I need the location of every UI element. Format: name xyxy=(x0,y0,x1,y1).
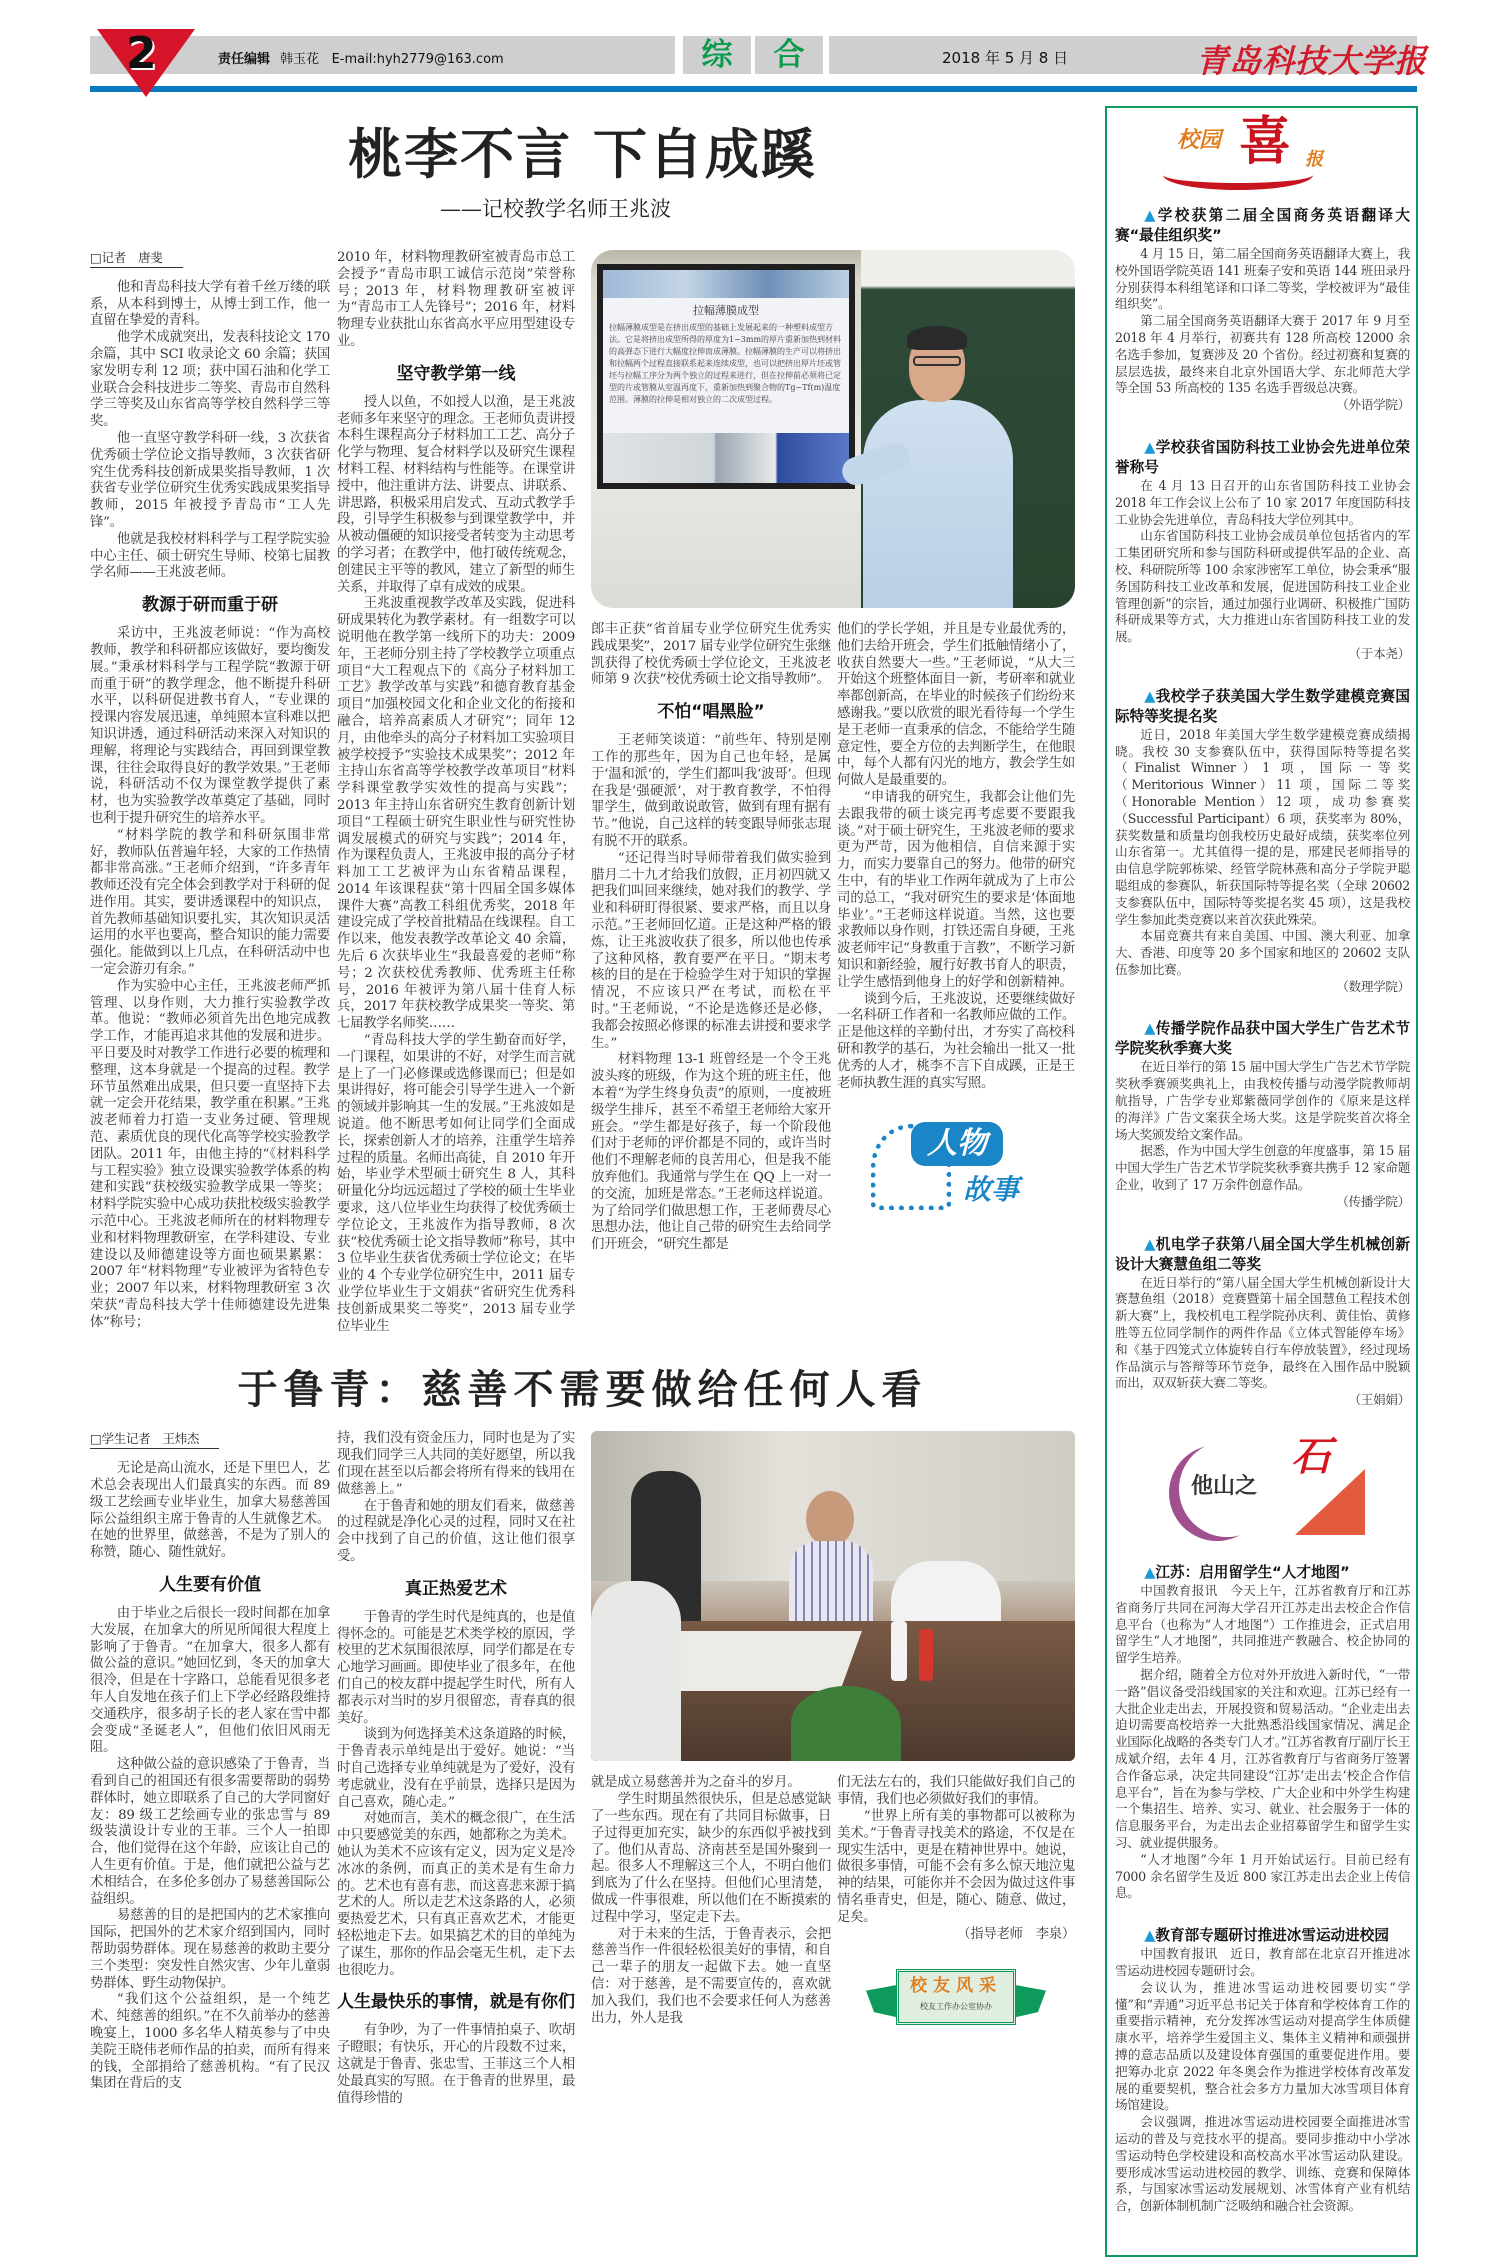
paragraph: 采访中，王兆波老师说：“作为高校教师，教学和科研都应该做好，要均衡发展。”秉承材料科学与工程学院“教源于研而重于研”的教学理念，他不断提升科研水平，以科研促进教书育人，“专业课的授课内容发展迅速，单纯照本宣科难以把知识讲透，通过科研活动来深入对知识的理解，将理论与实践结合，再回到课堂教课，往往会取得良好的教学效果。”王老师说，科研活动不仅为课堂教学提供了素材，也为实验教学改革奠定了基础，同时也利于提升研究生的培养水平。 xyxy=(90,626,330,826)
news-item xyxy=(1115,1926,1410,2215)
logo-text: 报 xyxy=(1305,149,1323,170)
paragraph: 会议强调，推进冰雪运动进校园要全面推进冰雪运动的普及与竞技水平的提高。要同步推动中小学冰雪运动特色学校建设和高校高水平冰雪运动队建设。要形成冰雪运动进校园的教学、训练、竞赛和保障体系，与国家冰雪运动发展规划、冰雪体育产业有机结合，创新体制机制广泛吸纳和融合社会资源。 xyxy=(1115,2114,1410,2214)
article-title: 于鲁青：慈善不需要做给任何人看 xyxy=(237,1366,928,1414)
paragraph: 材料物理 13-1 班曾经是一个令王兆波头疼的班级，作为这个班的班主任，他本着“为学生终身负责”的原则，一度被班级学生排斥，甚至不希望王老师给大家开班会。“学生都是好孩子，每一个阶段他们对于老师的评价都是不同的，或许当时他们不理解老师的良苦用心，但是我不能放弃他们。我通常与学生在 QQ 上一对一的交流，加班是常态。”王老师这样说道。为了给同学们做思想工作，王老师费尽心思想办法，他让自己带的研究生去给同学们开班会，“研究生都是 xyxy=(591,1052,831,1253)
section-char: 合 xyxy=(755,36,823,74)
paragraph: 学生时期虽然很快乐，但是总感觉缺了一些东西。现在有了共同目标做事，日子过得更加充实，缺少的东西似乎被找到了。他们从青岛、济南甚至是国外聚到一起。很多人不理解这三个人，不明白他们到底为了什么在坚持。但他们心里清楚，做成一件事很难，所以他们在不断摸索的过程中学习，坚定走下去。 xyxy=(591,1792,831,1925)
news-source: （传播学院） xyxy=(1336,1193,1410,1209)
paragraph: 在近日举行的第 15 届中国大学生广告艺术节学院奖秋季赛颁奖典礼上，由我校传播与动漫学院教师胡航指导，广告学专业郑紫薇同学创作的《原来是这样的海洋》广告文案获全场大奖。这是学院奖首次将全场大奖颁发给文案作品。 xyxy=(1115,1059,1410,1142)
advisor-credit: （指导老师 李泉） xyxy=(957,1926,1075,1942)
paragraph: 第二届全国商务英语翻译大赛于 2017 年 9 月至 2018 年 4 月举行，初赛共有 128 所高校 12000 余名选手参加，复赛涉及 20 个省份。经过初赛和复赛的层层选拔，最终来自北京外国语大学、东北师范大学等全国 53 所高校的 135 名选手晋级总决赛。 xyxy=(1115,313,1410,396)
paragraph: “青岛科技大学的学生勤奋而好学，一门课程，如果讲的不好，对学生而言就是上了一门必修课或选修课而已；但是如果讲得好，将可能会引导学生进入一个新的领域并影响其一生的发展。”王兆波如是说道。他不断思考如何让同学们全面成长，探索创新人才的培养，注重学生培养过程的质量。名师出高徒，自 2010 年开始，毕业学术型硕士研究生 8 人，其科研量化分均远远超过了学校的硕士生毕业要求，这八位毕业生均获得了校优秀硕士学位论文，王兆波作为指导教师，8 次获“校优秀硕士论文指导教师”称号，其中 3 位毕业生获省优秀硕士学位论文；在毕业的 4 个专业学位研究生中，2011 届专业学位毕业生于文娟获“省研究生优秀科技创新成果奖二等奖”，2013 届专业学位毕业生 xyxy=(337,1033,575,1334)
triangle-icon: ▲ xyxy=(1144,1235,1156,1253)
triangle-icon: ▲ xyxy=(1144,687,1156,705)
paragraph: 山东省国防科技工业协会成员单位包括省内的军工集团研究所和参与国防科研或提供军品的企业、高校、科研院所等 100 余家涉密军工单位，协会秉承“服务国防科技工业改革和发展，促进国防科技工业企业管理创新”的宗旨，通过加强行业调研、积极推广国防科研成果等方式，大力推进山东省国防科技工业的发展。 xyxy=(1115,528,1410,645)
article-column xyxy=(591,1775,831,2027)
byline-row xyxy=(90,250,330,280)
page-number: 2 xyxy=(126,28,157,79)
paragraph: 郎丰正获“省首届专业学位研究生优秀实践成果奖”，2017 届专业学位研究生张继凯获得了校优秀硕士学位论文，王兆波老师第 9 次获“校优秀硕士论文指导教师”。 xyxy=(591,622,831,688)
news-item xyxy=(1115,438,1410,663)
triangle-icon: ▲ xyxy=(1144,1927,1156,1945)
news-source: （于本尧） xyxy=(1348,645,1410,661)
teacher-hair xyxy=(907,326,967,350)
editor-email: E-mail:hyh2779@163.com xyxy=(331,52,504,67)
news-title xyxy=(1115,438,1410,478)
paragraph: 持，我们没有资金压力，同时也是为了实现我们同学三人共同的美好愿望，所以我们现在甚至以后都会将所有得来的钱用在做慈善上。” xyxy=(337,1431,575,1497)
teacher-figure xyxy=(863,400,1013,608)
paragraph: 谈到为何选择美术这条道路的时候，于鲁青表示单纯是出于爱好。她说：“当时自己选择专业单纯就是为了爱好，没有考虑就业，没有在乎前景，选择只是因为自己喜欢，随心走。” xyxy=(337,1727,575,1810)
paragraph: 王兆波重视教学改革及实践，促进科研成果转化为教学素材。有一组数字可以说明他在教学第一线所下的功夫：2009 年，王老师分别主持了学校教学立项重点项目“大工程观点下的《高分子材料加工工艺》教学改革与实践”和德育教育基金项目“加强校园文化和企业文化的衔接和融合，培养高素质人才研究”；同年 12 月，由他牵头的高分子材料加工实验项目被学校授予“实验技术成果奖”；2012 年主持山东省高等学校教学改革项目“材料学科课堂教学实效性的提高与实践”；2013 年主持山东省研究生教育创新计划项目“工程硕士研究生职业性与研究性协调发展模式的研究与实践”；2014 年，作为课程负责人，王兆波申报的高分子材料加工工艺被评为山东省精品课程，2014 年该课程获“第十四届全国多媒体课件大赛”高教工科组优秀奖，2018 年建设完成了学校首批精品在线课程。自工作以来，他发表教学改革论文 40 余篇，先后 6 次获毕业生“我最喜爱的老师”称号；2 次获校优秀教师、优秀班主任称号，2016 年被评为第八届十佳育人标兵，2017 年获校教学成果奖一等奖、第七届教学名师奖…… xyxy=(337,596,575,1032)
article-column xyxy=(337,1431,575,2107)
paragraph: 他学术成就突出，发表科技论文 170 余篇，其中 SCI 收录论文 60 余篇；获国家发明专利 12 项；获中国石油和化学工业联合会科技进步二等奖、青岛市自然科学三等奖及山东省高等学校自然科学三等奖。 xyxy=(90,330,330,430)
paragraph: 据介绍，随着全方位对外开放进入新时代，“一带一路”倡议备受沿线国家的关注和欢迎。江苏已经有一大批企业走出去，开展投资和贸易活动。“企业走出去迫切需要高校培养一大批熟悉沿线国家情况、满足企业国际化战略的各类专门人才。”江苏省教育厅副厅长王成斌介绍，去年 4 月，江苏省教育厅与省商务厅签署合作备忘录，决定共同建设“江苏‘走出去’校企合作信息平台”，旨在为参与学校、广大企业和中外学生构建一个集招生、培养、实习、就业、社会服务于一体的信息服务平台，为走出去企业招募留学生和留学生实习、就业提供服务。 xyxy=(1115,1667,1410,1850)
paragraph: 在 4 月 13 日召开的山东省国防科技工业协会 2018 年工作会议上公布了 10 家 2017 年度国防科技工业协会先进单位，青岛科技大学位列其中。 xyxy=(1115,477,1410,527)
article-right-area xyxy=(591,250,1075,1254)
section-char: 综 xyxy=(683,36,751,74)
alumni-column-logo xyxy=(866,1965,1046,2027)
article-column xyxy=(837,622,1075,1092)
logo-text: 喜 xyxy=(1239,111,1292,172)
paragraph: 王老师笑谈道：“前些年、特别是刚工作的那些年，因为自己也年轻，是属于‘温和派’的，学生们都叫我‘波哥’。但现在我是‘强硬派’，对于教育教学，不怕得罪学生，做到敢说敢管，做到有理有据有节。”他说，自己这样的转变跟导师张志琨有脱不开的联系。 xyxy=(591,733,831,849)
editor-name: 韩玉花 xyxy=(280,52,320,67)
byline-row xyxy=(90,1431,330,1461)
paragraph: 作为实验中心主任，王兆波老师严抓管理、以身作则，大力推行实验教学改革。他说：“教师必须首先出色地完成教学工作，才能再追求其他的发展和进步。平日要及时对教学工作进行必要的梳理和整理，这本身就是一个提高的过程。教学环节虽然难出成果，但只要一直坚持下去就一定会开花结果，教学重在积累。”王兆波老师着力打造一支业务过硬、管理规范、素质优良的现代化高等学校实验教学团队。2011 年，由他主持的“《材料科学与工程实验》独立设课实验教学体系的构建和实践”获校级实验教学成果一等奖；材料学院实验中心成功获批校级实验教学示范中心。王兆波老师所在的材料物理专业和材料物理教研室，在学科建设、专业建设以及师德建设等方面也硕果累累：2007 年“材料物理”专业被评为省特色专业；2007 年以来，材料物理教研室 3 次荣获“青岛科技大学十佳师德建设先进集体”称号； xyxy=(90,978,330,1330)
paragraph: 2010 年，材料物理教研室被青岛市总工会授予“青岛市职工诚信示范岗”荣誉称号；2013 年，材料物理教研室被评为“青岛市工人先锋号”；2016 年，材料物理专业获批山东省高水平应用型建设专业。 xyxy=(337,250,575,349)
paragraph: “我们这个公益组织，是一个纯艺术、纯慈善的组织。”在不久前举办的慈善晚宴上，1000 多名华人精英参与了中央美院王晓伟老师作品的拍卖，而所有得来的钱，全部捐给了慈善机构。“有了民汉集团在背后的支 xyxy=(90,1992,330,2092)
logo-text: 他山之 xyxy=(1191,1474,1258,1500)
paragraph: 这种做公益的意识感染了于鲁青，当看到自己的祖国还有很多需要帮助的弱势群体时，她立即联系了自己的大学同窗好友：89 级工艺绘画专业的张忠雪与 89 级装潢设计专业的王菲。三个人一拍即合，他们觉得在这个年龄，应该让自己的人生更有价值。于是，他们就把公益与艺术相结合，在多伦多创办了易慈善国际公益组织。 xyxy=(90,1757,330,1907)
news-title-text: 传播学院作品获中国大学生广告艺术节学院奖秋季赛大奖 xyxy=(1115,1020,1410,1058)
paragraph: 4 月 15 日，第二届全国商务英语翻译大赛上，我校外国语学院英语 141 班秦子安和英语 144 班田录丹分别获得本科组笔译和口译二等奖，学校被评为“最佳组织奖”。 xyxy=(1115,246,1410,312)
article-subtitle: ——记校教学名师王兆波 xyxy=(440,197,671,221)
masthead-logo: 青岛科技大学报 xyxy=(1196,42,1428,80)
logo-subtext: 校友工作办公室协办 xyxy=(920,2002,992,2012)
paragraph: “世界上所有美的事物都可以被称为美术。”于鲁青寻找美术的路途，不仅是在现实生活中，更是在精神世界中。她说，做很多事情，可能不会有多么惊天地泣鬼神的结果，可能你并不会因为做过这件事情名垂青史，但是，随心、随意、做过，足矣。 xyxy=(837,1809,1075,1925)
triangle-icon: ▲ xyxy=(1144,207,1158,224)
logo-text: 校园 xyxy=(1177,127,1222,153)
alumni-meeting-photo xyxy=(591,1431,1075,1761)
news-title xyxy=(1115,1019,1410,1059)
article-column-wrap xyxy=(837,1775,1075,2027)
paragraph: 对于未来的生活，于鲁青表示，会把慈善当作一件很轻松很美好的事情，和自己一辈子的朋友一起做下去。她一直坚信：对于慈善，是不需要宣传的，喜欢就加入我们，我们也不会要求任何人为慈善出力，外人是我 xyxy=(591,1926,831,2026)
news-item xyxy=(1115,1235,1410,1409)
paragraph: 们无法左右的，我们只能做好我们自己的事情，我们也必须做好我们的事情。 xyxy=(837,1775,1075,1808)
news-item xyxy=(1115,1019,1410,1210)
paragraph: “申请我的研究生，我都会让他们先去跟我带的硕士谈完再考虑要不要跟我谈。”对于硕士研究生，王兆波老师的要求更为严苛，因为他相信，自信来源于实力，而实力要靠自己的努力。他带的研究生中，有的毕业工作两年就成为了上市公司的总工，“我对研究生的要求是‘体面地毕业’。”王老师这样说道。当然，这也要求教师以身作则，打铁还需自身硬，王兆波老师牢记“身教重于言教”，不断学习新知识和新经验，履行好教书育人的职责，让学生感悟到他身上的好学和创新精神。 xyxy=(837,789,1075,990)
main-content xyxy=(90,100,1075,2107)
byline: □学生记者 王炜杰 xyxy=(90,1431,219,1449)
editor-info xyxy=(218,48,504,67)
paragraph: 会议认为，推进冰雪运动进校园要切实“学懂”和“弄通”习近平总书记关于体育和学校体育工作的重要指示精神，充分发挥冰雪运动对提高学生体质健康水平，培养学生爱国主义、集体主义精神和顽强拼搏的意志品质以及建设体育强国的重要促进作用。要把筹办北京 2022 年冬奥会作为推进学校体育改革发展的重要契机，整合社会多方力量加大冰雪项目体育场馆建设。 xyxy=(1115,1979,1410,2113)
news-title-text: 学校获第二届全国商务英语翻译大赛“最佳组织奖” xyxy=(1115,207,1410,244)
news-sidebar xyxy=(1105,106,1418,2257)
news-title xyxy=(1115,1563,1410,1583)
section-heading: 不怕“唱黑脸” xyxy=(657,702,765,723)
article-column-wrap xyxy=(837,622,1075,1254)
article-column xyxy=(90,250,330,1332)
article-body xyxy=(90,250,1075,1335)
news-source: （数理学院） xyxy=(1336,978,1410,994)
triangle-icon: ▲ xyxy=(1144,1564,1156,1582)
article-column xyxy=(90,1431,330,2093)
editor-label: 责任编辑 xyxy=(218,52,271,67)
article-title: 桃李不言 下自成蹊 xyxy=(348,122,817,186)
projection-screen xyxy=(597,264,855,489)
section-heading: 坚守教学第一线 xyxy=(396,363,516,384)
article-column xyxy=(591,622,831,1254)
section-heading: 真正热爱艺术 xyxy=(405,1578,507,1599)
paragraph: 有争吵，为了一件事情拍桌子、吹胡子瞪眼；有快乐，开心的片段数不过来，这就是于鲁青、张忠雪、王菲这三个人相处最真实的写照。在于鲁青的世界里，最值得珍惜的 xyxy=(337,2023,575,2106)
triangle-icon: ▲ xyxy=(1144,438,1156,456)
paragraph: 近日，2018 年美国大学生数学建模竞赛成绩揭晓。我校 30 支参赛队伍中，获得国际特等提名奖（Finalist Winner）1 项，国际一等奖（Meritorious Winner）11 项，国际二等奖（Honorable Mention）12 项，成功参赛奖（Successful Participant）6 项，获奖率为 80%，获奖数量和质量均创我校历史最好成绩，获奖率位列山东省第一。尤其值得一提的是，邢建民老师指导的由信息学院郭栋梁、经管学院林燕和高分子学院尹聪聪组成的参赛队，斩获国际特等提名奖（全球 20602 支参赛队伍中，国际特等奖提名奖 45 项），这是我校学生参加此类竞赛以来首次获此殊荣。 xyxy=(1115,726,1410,927)
paragraph: 他们的学长学姐，并且是专业最优秀的，他们去给开班会，学生们抵触情绪小了，收获自然要大一些。”王老师说，“从大三开始这个班整体面目一新，考研率和就业率都创新高，在毕业的时候孩子们纷纷来感谢我。”要以欣赏的眼光看待每一个学生是王老师一直秉承的信念，不能给学生随意定性，要全方位的去判断学生，在他眼中，每个人都有闪光的地方，教会学生如何做人是最重要的。 xyxy=(837,622,1075,789)
paragraph: 他一直坚守教学科研一线，3 次获省优秀硕士学位论文指导教师，3 次获省研究生优秀科技创新成果奖指导教师，1 次获省专业学位研究生优秀实践成果奖指导教师，2015 年被授予青岛市“工人先锋”。 xyxy=(90,430,330,530)
teacher-glasses xyxy=(913,356,961,366)
issue-date: 2018 年 5 月 8 日 xyxy=(942,49,1069,67)
paragraph: 在于鲁青和她的朋友们看来，做慈善的过程就是净化心灵的过程，同时又在社会中找到了自己的价值，这让他们很享受。 xyxy=(337,1498,575,1564)
section-heading: 人生最快乐的事情，就是有你们 xyxy=(337,1992,575,2013)
news-item xyxy=(1115,687,1410,996)
news-title-text: 我校学子获美国大学生数学建模竞赛国际特等奖提名奖 xyxy=(1115,687,1410,725)
article-body xyxy=(90,1431,1075,2107)
people-story-column-logo xyxy=(871,1114,1041,1214)
byline: □记者 唐斐 xyxy=(90,250,183,268)
news-title-text: 机电学子获第八届全国大学生机械创新设计大赛慧鱼组二等奖 xyxy=(1115,1235,1410,1273)
paragraph: 于鲁青的学生时代是纯真的，也是值得怀念的。可能是艺术类学校的原因，学校里的艺术氛围很浓厚，同学们都是在专心地学习画画。即使毕业了很多年，在他们自己的校友群中提起学生时代，所有人都表示对当时的岁月很留恋，青春真的很美好。 xyxy=(337,1609,575,1726)
paragraph: 就是成立易慈善并为之奋斗的岁月。 xyxy=(591,1775,801,1791)
paragraph: 由于毕业之后很长一段时间都在加拿大发展，在加拿大的所见所闻很大程度上影响了于鲁青。“在加拿大，很多人都有做公益的意识。”她回忆到，冬天的加拿大很冷，但是在十字路口，总能看见很多老年人自发地在孩子们上下学必经路段维持交通秩序，很多胡子长的老人家在雪中都会变成“圣诞老人”，但他们依旧风雨无阻。 xyxy=(90,1605,330,1756)
header-rule xyxy=(90,86,1417,92)
sidebar-news-list xyxy=(1115,1563,1410,2215)
news-item xyxy=(1115,206,1410,414)
section-heading: 人生要有价值 xyxy=(159,1574,261,1595)
paragraph: 授人以鱼，不如授人以渔，是王兆波老师多年来坚守的理念。王老师负责讲授本科生课程高分子材料加工工艺、高分子化学与物理、复合材料学以及研究生课程材料工程、材料结构与性能等。在课堂讲授中，他注重讲方法、讲要点、讲联系、讲思路，积极采用启发式、互动式教学手段，引导学生积极参与到课堂教学中，并从被动僵硬的知识接受者转变为主动思考的学习者；在教学中，他打破传统观念，创建民主平等的教风，建立了新型的师生关系，并取得了卓有成效的成果。 xyxy=(337,394,575,595)
news-source: （外语学院） xyxy=(1336,397,1410,413)
paragraph: 谈到今后，王兆波说，还要继续做好一名科研工作者和一名教师应做的工作。正是他这样的辛勤付出，才夯实了高校科研和教学的基石，为社会输出一批又一批优秀的人才，桃李不言下自成蹊，正是王老师执教生涯的真实写照。 xyxy=(837,991,1075,1091)
paragraph: “人才地图”今年 1 月开始试运行。目前已经有 7000 余名留学生及近 800 家江苏走出去企业上传信息。 xyxy=(1115,1851,1410,1901)
paragraph: 中国教育报讯 近日，教育部在北京召开推进冰雪运动进校园专题研讨会。 xyxy=(1115,1946,1410,1978)
article-header xyxy=(90,100,1075,250)
paragraph: 他和青岛科技大学有着千丝万缕的联系，从本科到博士，从博士到工作，他一直留在挚爱的青科。 xyxy=(90,279,330,329)
article-column xyxy=(837,1775,1075,1943)
paragraph: 无论是高山流水，还是下里巴人，艺术总会表现出人们最真实的东西。而 89 级工艺绘画专业毕业生，加拿大易慈善国际公益组织主席于鲁青的人生就像艺术。在她的世界里，做慈善，不是为了别人的称赞，随心、随性就好。 xyxy=(90,1461,330,1561)
logo-text: 校友风采 xyxy=(910,1976,1002,1997)
triangle-icon: ▲ xyxy=(1144,1020,1156,1038)
paragraph: “材料学院的教学和科研氛围非常好，教师队伍普遍年轻，大家的工作热情都非常高涨。”王老师介绍到，“许多青年教师还没有完全体会到教学对于科研的促进作用。其实，要讲透课程中的知识点，首先教师基础知识要扎实，其次知识灵活运用的水平也要高，整合知识的能力需要强化。能做到以上几点，在科研活动中也一定会游刃有余。” xyxy=(90,827,330,978)
paragraph: 对她而言，美术的概念很广，在生活中只要感觉美的东西，她都称之为美术。她认为美术不应该有定义，因为定义是冷冰冰的条例，而真正的美术是有生命力的。艺术也有喜有悲，而这喜悲来源于搞艺术的人。所以走艺术这条路的人，必须要热爱艺术，只有真正喜欢艺术，才能更轻松地走下去。如果搞艺术的目的单纯为了谋生，那你的作品会毫无生机，走下去也很吃力。 xyxy=(337,1811,575,1978)
logo-text: 石 xyxy=(1291,1433,1331,1481)
news-title-text: 江苏：启用留学生“人才地图” xyxy=(1155,1564,1350,1582)
other-schools-logo xyxy=(1115,1433,1408,1543)
news-title-text: 教育部专题研讨推进冰雪运动进校园 xyxy=(1155,1927,1389,1945)
logo-text: 故事 xyxy=(963,1173,1020,1207)
teacher-lecture-photo xyxy=(591,250,1075,608)
news-title xyxy=(1115,1926,1410,1946)
campus-good-news-logo xyxy=(1115,108,1408,196)
slide-title: 拉幅薄膜成型 xyxy=(693,304,759,317)
paragraph: 易慈善的目的是把国内的艺术家推向国际，把国外的艺术家介绍到国内，同时帮助弱势群体。现在易慈善的救助主要分三个类型：突发性自然灾害、少年儿童弱势群体、野生动物保护。 xyxy=(90,1908,330,1991)
paragraph: 中国教育报讯 今天上午，江苏省教育厅和江苏省商务厅共同在河海大学召开江苏走出去校企合作信息平台（也称为“人才地图”）工作推进会，正式启用留学生“人才地图”，共同推进产教融合、校企协同的留学生培养。 xyxy=(1115,1583,1410,1666)
section-label xyxy=(683,36,823,74)
news-source: （王娟娟） xyxy=(1348,1392,1410,1408)
slide-text: 拉幅薄膜成型是在挤出成型的基础上发展起来的一种塑料成型方法。它是将挤出成型所得的厚度为1~3mm的厚片重新加热到材料的高弹态下进行大幅度拉伸而成薄膜。拉幅薄膜的生产可以将挤出和拉幅两个过程直接联系起来连续成型，也可以把挤出厚片坯或管坯与拉幅工序分为两个独立的过程来进行，但在拉伸前必须将已定型的片或管膜从室温再度下，重新加热到聚合物的Tg~Tf(m)温度范围。薄膜的拉伸是相对独立的二次成型过程。 xyxy=(609,323,842,404)
news-title xyxy=(1115,1235,1410,1275)
article-column xyxy=(337,250,575,1335)
section-heading: 教源于研而重于研 xyxy=(142,595,278,616)
news-item xyxy=(1115,1563,1410,1902)
paragraph: 本届竞赛共有来自美国、中国、澳大利亚、加拿大、香港、印度等 20 多个国家和地区的 20602 支队伍参加比赛。 xyxy=(1115,928,1410,977)
paragraph: 他就是我校材料科学与工程学院实验中心主任、硕士研究生导师、校第七届教学名师——王兆波老师。 xyxy=(90,531,330,581)
news-title xyxy=(1115,687,1410,727)
sidebar-news-list xyxy=(1115,206,1410,1409)
paragraph: 据悉，作为中国大学生创意的年度盛事，第 15 届中国大学生广告艺术节学院奖秋季赛共携手 12 家命题企业，收到了 17 万余件创意作品。 xyxy=(1115,1143,1410,1193)
paragraph: “还记得当时导师带着我们做实验到腊月二十九才给我们放假，正月初四就又把我们叫回来继续，她对我们的教学、学业和科研盯得很紧、要求严格，而且以身示范。”王老师回忆道。正是这种严格的锻炼，让王兆波收获了很多，所以他也传承了这种风格，教育要严在平日。“期末考核的目的是在于检验学生对于知识的掌握情况，不应该只严在考试，而松在平时。”王老师说，“不论是选修还是必修，我都会按照必修课的标准去讲授和要求学生。” xyxy=(591,850,831,1051)
news-title-text: 学校获省国防科技工业协会先进单位荣誉称号 xyxy=(1115,438,1410,476)
paragraph: 在近日举行的“第八届全国大学生机械创新设计大赛慧鱼组（2018）竞赛暨第十届全国慧鱼工程技术创新大赛”上，我校机电工程学院孙庆利、黄佳怡、黄修胜等五位同学制作的两件作品《立体式智能停车场》和《基于四笼式立体旋转自行车停放装置》，经过现场作品演示与答辩等环节竞争，最终在入围作品中脱颖而出，双双斩获大赛二等奖。 xyxy=(1115,1274,1410,1391)
news-title xyxy=(1115,206,1410,246)
logo-text: 人物 xyxy=(911,1122,1003,1166)
article-right-area xyxy=(591,1431,1075,2027)
